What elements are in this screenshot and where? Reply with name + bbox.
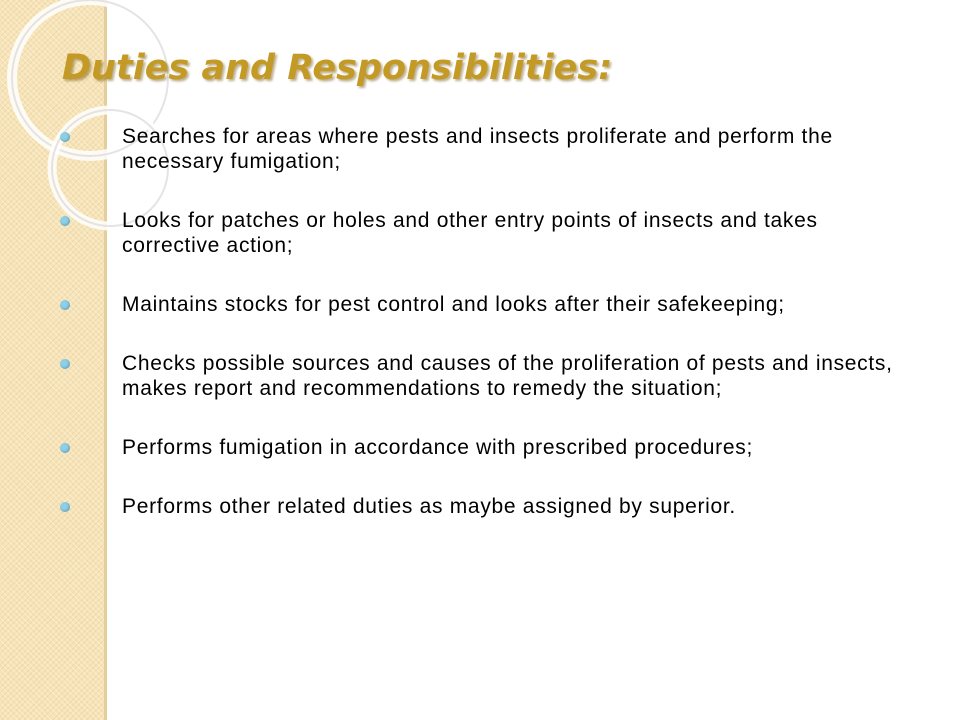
bullet-dot-icon — [60, 216, 70, 226]
bullet-text: Looks for patches or holes and other entry points of insects and takes corrective action; — [122, 209, 818, 257]
bullet-item — [60, 351, 910, 401]
bullet-list — [60, 124, 910, 519]
bullet-item — [60, 494, 910, 519]
bullet-dot-icon — [60, 300, 70, 310]
bullet-dot-icon — [60, 359, 70, 369]
bullet-text: Maintains stocks for pest control and looks after their safekeeping; — [122, 293, 785, 316]
bullet-item — [60, 435, 910, 460]
bullet-dot-icon — [60, 443, 70, 453]
bullet-dot-icon — [60, 132, 70, 142]
bullet-text: Performs other related duties as maybe assigned by superior. — [122, 495, 736, 518]
bullet-text: Performs fumigation in accordance with prescribed procedures; — [122, 436, 753, 459]
bullet-dot-icon — [60, 502, 70, 512]
bullet-item — [60, 208, 910, 258]
bullet-item — [60, 292, 910, 317]
bullet-text: Checks possible sources and causes of the proliferation of pests and insects, makes report and recommendations to remedy the situation; — [122, 352, 893, 400]
slide-title: Duties and Responsibilities: — [62, 48, 613, 88]
bullet-text: Searches for areas where pests and insects proliferate and perform the necessary fumigation; — [122, 125, 833, 173]
bullet-item — [60, 124, 910, 174]
